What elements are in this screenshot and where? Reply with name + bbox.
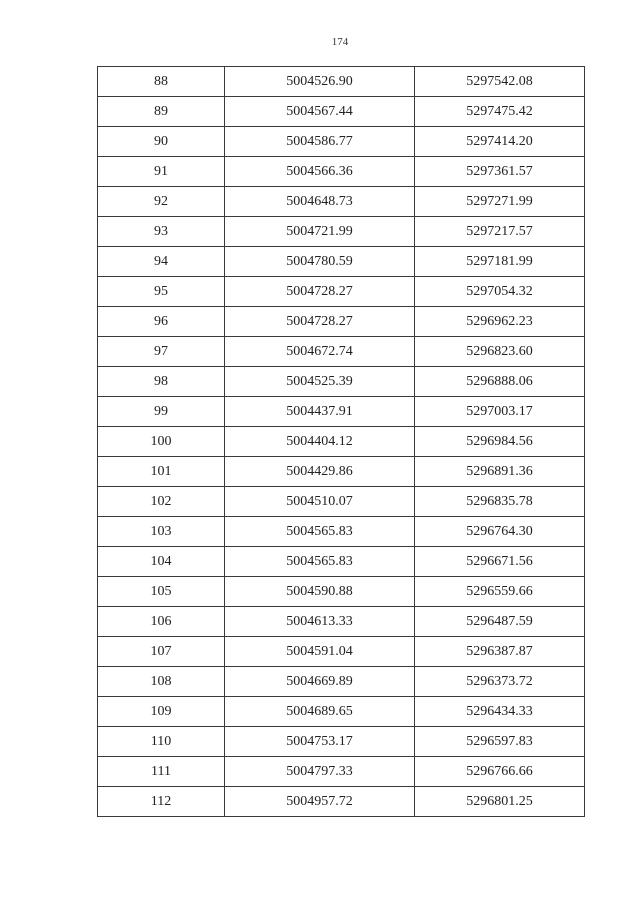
x-coordinate-cell: 5004404.12 <box>225 427 415 457</box>
x-coordinate-cell: 5004728.27 <box>225 277 415 307</box>
table-row <box>98 277 585 307</box>
point-number-cell: 108 <box>98 667 225 697</box>
x-coordinate-cell: 5004567.44 <box>225 97 415 127</box>
y-coordinate-cell: 5296823.60 <box>415 337 585 367</box>
x-coordinate-cell: 5004648.73 <box>225 187 415 217</box>
table-row <box>98 427 585 457</box>
y-coordinate-cell: 5296671.56 <box>415 547 585 577</box>
point-number-cell: 95 <box>98 277 225 307</box>
y-coordinate-cell: 5297271.99 <box>415 187 585 217</box>
y-coordinate-cell: 5296597.83 <box>415 727 585 757</box>
table-row <box>98 247 585 277</box>
y-coordinate-cell: 5296766.66 <box>415 757 585 787</box>
table-row <box>98 547 585 577</box>
x-coordinate-cell: 5004780.59 <box>225 247 415 277</box>
x-coordinate-cell: 5004586.77 <box>225 127 415 157</box>
table-row <box>98 487 585 517</box>
point-number-cell: 101 <box>98 457 225 487</box>
table-row <box>98 397 585 427</box>
x-coordinate-cell: 5004957.72 <box>225 787 415 817</box>
y-coordinate-cell: 5296891.36 <box>415 457 585 487</box>
point-number-cell: 99 <box>98 397 225 427</box>
y-coordinate-cell: 5296801.25 <box>415 787 585 817</box>
point-number-cell: 92 <box>98 187 225 217</box>
x-coordinate-cell: 5004753.17 <box>225 727 415 757</box>
point-number-cell: 110 <box>98 727 225 757</box>
point-number-cell: 89 <box>98 97 225 127</box>
point-number-cell: 93 <box>98 217 225 247</box>
x-coordinate-cell: 5004669.89 <box>225 667 415 697</box>
x-coordinate-cell: 5004721.99 <box>225 217 415 247</box>
y-coordinate-cell: 5297475.42 <box>415 97 585 127</box>
x-coordinate-cell: 5004590.88 <box>225 577 415 607</box>
table-row <box>98 97 585 127</box>
y-coordinate-cell: 5297217.57 <box>415 217 585 247</box>
point-number-cell: 94 <box>98 247 225 277</box>
point-number-cell: 91 <box>98 157 225 187</box>
x-coordinate-cell: 5004565.83 <box>225 517 415 547</box>
table-row <box>98 667 585 697</box>
y-coordinate-cell: 5296888.06 <box>415 367 585 397</box>
point-number-cell: 103 <box>98 517 225 547</box>
table-row <box>98 577 585 607</box>
table-row <box>98 157 585 187</box>
y-coordinate-cell: 5297414.20 <box>415 127 585 157</box>
coordinate-table-body <box>98 67 585 817</box>
point-number-cell: 107 <box>98 637 225 667</box>
y-coordinate-cell: 5296373.72 <box>415 667 585 697</box>
y-coordinate-cell: 5297003.17 <box>415 397 585 427</box>
point-number-cell: 105 <box>98 577 225 607</box>
y-coordinate-cell: 5296962.23 <box>415 307 585 337</box>
x-coordinate-cell: 5004797.33 <box>225 757 415 787</box>
point-number-cell: 106 <box>98 607 225 637</box>
x-coordinate-cell: 5004510.07 <box>225 487 415 517</box>
y-coordinate-cell: 5296387.87 <box>415 637 585 667</box>
y-coordinate-cell: 5296835.78 <box>415 487 585 517</box>
y-coordinate-cell: 5297361.57 <box>415 157 585 187</box>
table-row <box>98 637 585 667</box>
table-row <box>98 187 585 217</box>
x-coordinate-cell: 5004565.83 <box>225 547 415 577</box>
x-coordinate-cell: 5004591.04 <box>225 637 415 667</box>
x-coordinate-cell: 5004613.33 <box>225 607 415 637</box>
x-coordinate-cell: 5004526.90 <box>225 67 415 97</box>
table-row <box>98 757 585 787</box>
table-row <box>98 217 585 247</box>
table-row <box>98 607 585 637</box>
table-row <box>98 367 585 397</box>
table-row <box>98 127 585 157</box>
table-row <box>98 517 585 547</box>
page-number: 174 <box>331 36 349 48</box>
table-row <box>98 727 585 757</box>
y-coordinate-cell: 5297181.99 <box>415 247 585 277</box>
point-number-cell: 98 <box>98 367 225 397</box>
point-number-cell: 100 <box>98 427 225 457</box>
point-number-cell: 96 <box>98 307 225 337</box>
point-number-cell: 104 <box>98 547 225 577</box>
x-coordinate-cell: 5004429.86 <box>225 457 415 487</box>
point-number-cell: 112 <box>98 787 225 817</box>
x-coordinate-cell: 5004437.91 <box>225 397 415 427</box>
point-number-cell: 109 <box>98 697 225 727</box>
y-coordinate-cell: 5296559.66 <box>415 577 585 607</box>
table-row <box>98 787 585 817</box>
x-coordinate-cell: 5004728.27 <box>225 307 415 337</box>
point-number-cell: 111 <box>98 757 225 787</box>
x-coordinate-cell: 5004672.74 <box>225 337 415 367</box>
y-coordinate-cell: 5296434.33 <box>415 697 585 727</box>
x-coordinate-cell: 5004689.65 <box>225 697 415 727</box>
y-coordinate-cell: 5296487.59 <box>415 607 585 637</box>
coordinate-table <box>97 66 585 817</box>
point-number-cell: 97 <box>98 337 225 367</box>
point-number-cell: 88 <box>98 67 225 97</box>
point-number-cell: 102 <box>98 487 225 517</box>
table-row <box>98 307 585 337</box>
table-row <box>98 67 585 97</box>
x-coordinate-cell: 5004566.36 <box>225 157 415 187</box>
y-coordinate-cell: 5296764.30 <box>415 517 585 547</box>
y-coordinate-cell: 5297542.08 <box>415 67 585 97</box>
y-coordinate-cell: 5296984.56 <box>415 427 585 457</box>
x-coordinate-cell: 5004525.39 <box>225 367 415 397</box>
table-row <box>98 697 585 727</box>
y-coordinate-cell: 5297054.32 <box>415 277 585 307</box>
point-number-cell: 90 <box>98 127 225 157</box>
table-row <box>98 337 585 367</box>
table-row <box>98 457 585 487</box>
